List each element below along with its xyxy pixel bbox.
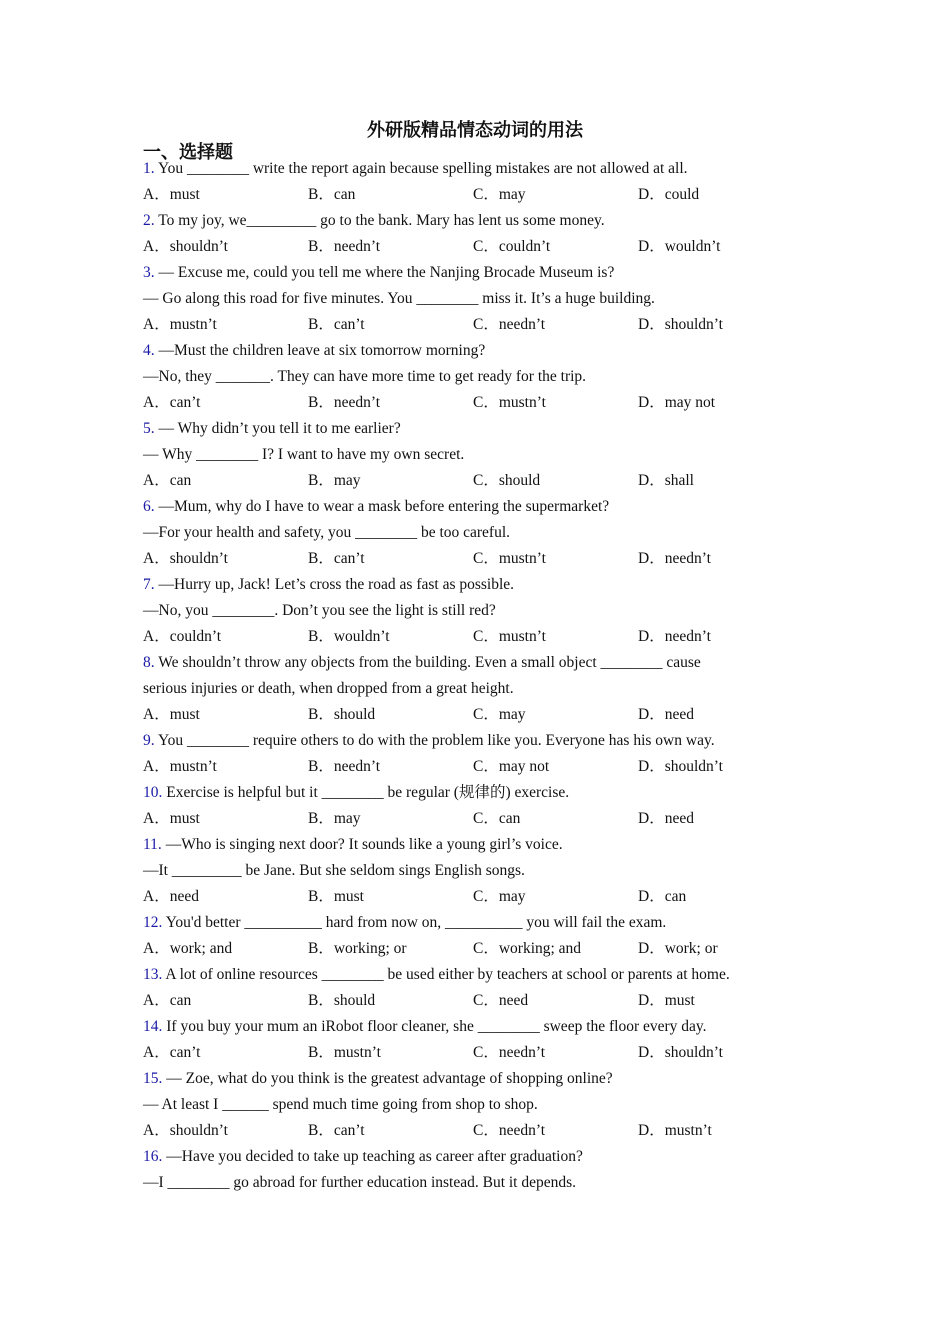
answer-option: D．shouldn’t [638,758,723,775]
question-text: —Must the children leave at six tomorrow morning? [158,342,486,359]
section-heading: 一、选择题 [143,142,233,163]
question-item [143,494,803,572]
question-item [143,1144,803,1196]
answer-option: D．shouldn’t [638,316,723,333]
answer-option: A．shouldn’t [143,238,228,255]
answer-options [143,754,803,780]
answer-options [143,182,803,208]
question-number: 13. [143,966,163,983]
question-number: 4. [143,342,155,359]
question-continuation [143,364,803,390]
answer-option: C．may [473,888,526,905]
question-stem [143,1144,803,1170]
question-number: 10. [143,784,163,801]
question-text: — Why didn’t you tell it to me earlier? [158,420,401,437]
question-item [143,572,803,650]
answer-option: A．mustn’t [143,316,217,333]
question-stem [143,338,803,364]
answer-option: A．mustn’t [143,758,217,775]
answer-options [143,1118,803,1144]
question-stem [143,780,803,806]
question-item [143,416,803,494]
question-text: We shouldn’t throw any objects from the building. Even a small object ________ cause [158,654,701,671]
question-item [143,1066,803,1144]
question-stem [143,260,803,286]
question-item [143,728,803,780]
question-stem [143,650,803,676]
question-text: — At least I ______ spend much time going from shop to shop. [143,1096,538,1113]
answer-option: C．may not [473,758,550,775]
answer-option: C．needn’t [473,1122,546,1139]
answer-option: A．must [143,706,200,723]
question-text: — Why ________ I? I want to have my own secret. [143,446,465,463]
answer-option: A．must [143,810,200,827]
answer-option: B．may [308,472,361,489]
answer-option: C．mustn’t [473,628,546,645]
question-stem [143,1014,803,1040]
answer-option: B．needn’t [308,758,381,775]
answer-option: C．mustn’t [473,394,546,411]
question-text: —It _________ be Jane. But she seldom sings English songs. [143,862,525,879]
question-continuation [143,442,803,468]
question-continuation [143,1092,803,1118]
answer-option: D．may not [638,394,716,411]
answer-option: D．mustn’t [638,1122,712,1139]
question-stem [143,156,803,182]
question-text: — Excuse me, could you tell me where the Nanjing Brocade Museum is? [158,264,615,281]
answer-option: A．can’t [143,1044,201,1061]
answer-option: B．must [308,888,364,905]
answer-option: D．shall [638,472,694,489]
answer-option: C．needn’t [473,1044,546,1061]
question-stem [143,208,803,234]
question-text: You ________ require others to do with the problem like you. Everyone has his own way. [157,732,715,749]
question-continuation [143,858,803,884]
answer-option: A．work; and [143,940,233,957]
question-text: serious injuries or death, when dropped from a great height. [143,680,514,697]
question-number: 12. [143,914,163,931]
question-stem [143,1066,803,1092]
answer-option: D．must [638,992,695,1009]
answer-option: B．needn’t [308,238,381,255]
question-item [143,338,803,416]
answer-option: C．need [473,992,529,1009]
question-item [143,650,803,728]
answer-option: B．can’t [308,1122,365,1139]
question-text: Exercise is helpful but it ________ be regular (规律的) exercise. [166,784,570,801]
answer-options [143,624,803,650]
answer-option: B．working; or [308,940,407,957]
answer-option: B．should [308,992,376,1009]
question-number: 11. [143,836,162,853]
answer-option: D．needn’t [638,550,711,567]
question-continuation [143,1170,803,1196]
question-stem [143,494,803,520]
answer-option: D．could [638,186,700,203]
answer-options [143,988,803,1014]
question-number: 15. [143,1070,163,1087]
answer-option: A．can [143,472,192,489]
question-item [143,208,803,260]
answer-options [143,936,803,962]
question-number: 1. [143,160,155,177]
question-number: 16. [143,1148,163,1165]
answer-option: C．may [473,186,526,203]
question-number: 2. [143,212,155,229]
question-number: 3. [143,264,155,281]
answer-option: B．mustn’t [308,1044,381,1061]
question-item [143,260,803,338]
answer-option: A．shouldn’t [143,550,228,567]
question-item [143,962,803,1014]
question-item [143,780,803,832]
answer-option: D．wouldn’t [638,238,721,255]
answer-option: D．needn’t [638,628,711,645]
question-stem [143,962,803,988]
answer-option: C．working; and [473,940,582,957]
answer-options [143,468,803,494]
question-stem [143,572,803,598]
answer-option: D．shouldn’t [638,1044,723,1061]
question-text: —No, you ________. Don’t you see the light is still red? [143,602,496,619]
answer-option: A．need [143,888,199,905]
answer-options [143,312,803,338]
question-continuation [143,598,803,624]
question-text: —Mum, why do I have to wear a mask before entering the supermarket? [158,498,610,515]
question-text: You'd better __________ hard from now on, __________ you will fail the exam. [165,914,667,931]
question-text: —I ________ go abroad for further education instead. But it depends. [143,1174,577,1191]
question-item [143,832,803,910]
answer-option: D．need [638,706,694,723]
answer-options [143,884,803,910]
question-stem [143,832,803,858]
question-stem [143,910,803,936]
answer-option: A．must [143,186,200,203]
question-text: —Who is singing next door? It sounds like a young girl’s voice. [165,836,563,853]
answer-option: B．needn’t [308,394,381,411]
answer-option: B．may [308,810,361,827]
question-text: If you buy your mum an iRobot floor cleaner, she ________ sweep the floor every day. [166,1018,707,1035]
question-continuation [143,676,803,702]
answer-options [143,546,803,572]
question-number: 7. [143,576,155,593]
question-number: 9. [143,732,155,749]
document-title: 外研版精品情态动词的用法 [367,120,583,141]
answer-options [143,702,803,728]
answer-option: C．mustn’t [473,550,546,567]
answer-options [143,234,803,260]
question-continuation [143,286,803,312]
question-number: 8. [143,654,155,671]
question-number: 5. [143,420,155,437]
question-text: —Hurry up, Jack! Let’s cross the road as fast as possible. [158,576,515,593]
question-item [143,156,803,208]
question-list [143,156,803,1196]
question-text: —No, they _______. They can have more time to get ready for the trip. [143,368,587,385]
answer-option: D．need [638,810,694,827]
answer-option: A．shouldn’t [143,1122,228,1139]
answer-option: C．can [473,810,521,827]
question-text: A lot of online resources ________ be used either by teachers at school or parents at home. [165,966,730,983]
question-stem [143,728,803,754]
answer-option: D．work; or [638,940,718,957]
answer-options [143,390,803,416]
answer-option: A．can [143,992,192,1009]
question-number: 14. [143,1018,163,1035]
answer-option: D．can [638,888,687,905]
answer-option: B．can’t [308,316,365,333]
answer-option: C．couldn’t [473,238,551,255]
answer-option: B．can [308,186,356,203]
question-text: —Have you decided to take up teaching as career after graduation? [166,1148,583,1165]
answer-option: B．can’t [308,550,365,567]
question-text: — Zoe, what do you think is the greatest advantage of shopping online? [166,1070,613,1087]
question-stem [143,416,803,442]
question-item [143,1014,803,1066]
answer-options [143,1040,803,1066]
answer-option: C．should [473,472,541,489]
question-text: — Go along this road for five minutes. You ________ miss it. It’s a huge building. [143,290,655,307]
answer-option: B．wouldn’t [308,628,390,645]
answer-option: A．can’t [143,394,201,411]
question-text: You ________ write the report again because spelling mistakes are not allowed at all. [157,160,688,177]
answer-option: A．couldn’t [143,628,222,645]
question-text: —For your health and safety, you ________ be too careful. [143,524,511,541]
answer-option: C．needn’t [473,316,546,333]
question-text: To my joy, we_________ go to the bank. Mary has lent us some money. [158,212,605,229]
question-continuation [143,520,803,546]
answer-options [143,806,803,832]
question-number: 6. [143,498,155,515]
answer-option: B．should [308,706,376,723]
answer-option: C．may [473,706,526,723]
question-item [143,910,803,962]
